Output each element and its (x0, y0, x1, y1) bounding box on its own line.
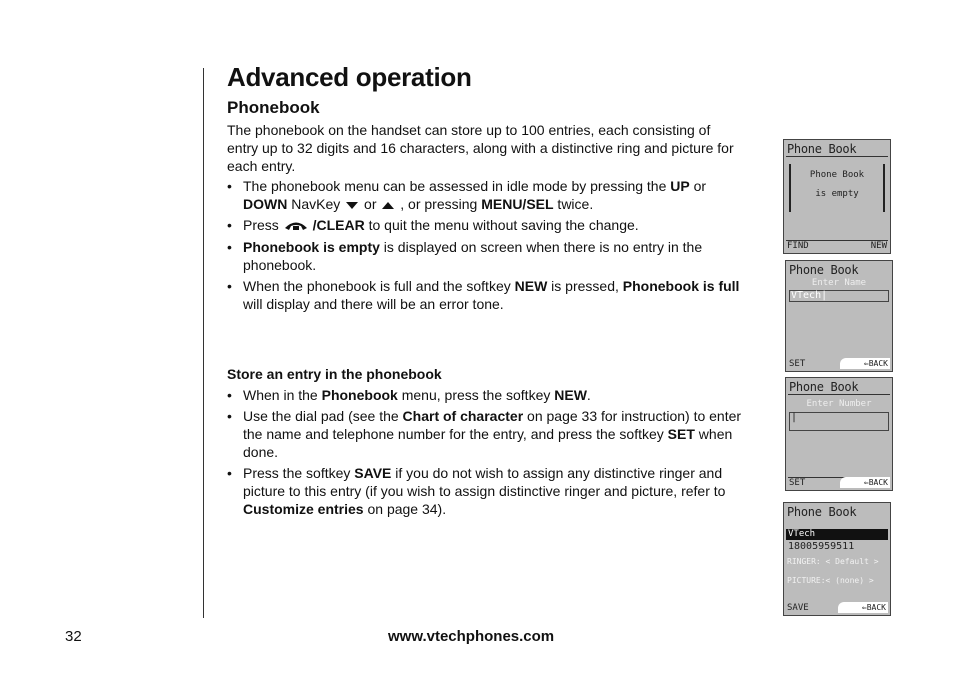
lcd-header-line (788, 394, 890, 395)
bullet-press-save: • Press the softkey SAVE if you do not wish to assign any distinctive ringer and picture to this entry (if you wish to assign distinctive ringer and picture, refer to Customize entries on page 34). (227, 464, 743, 518)
back-arrow-icon: ⇐ (861, 603, 867, 612)
softkey-save: SAVE (787, 603, 809, 613)
lcd-screen-enter-name (785, 260, 893, 372)
bullet-enter-name-number: • Use the dial pad (see the Chart of character on page 33 for instruction) to enter the name and telephone number for the entry, and press the softkey SET when done. (227, 407, 743, 461)
page-number: 32 (65, 628, 82, 645)
lcd-label-enter-number: Enter Number (806, 399, 872, 409)
bullet-phonebook-full: • When the phonebook is full and the softkey NEW is pressed, Phonebook is full will display and there will be an error tone. (227, 277, 743, 313)
bullet-phonebook-empty: • Phonebook is empty is displayed on screen when there is no entry in the phonebook. (227, 238, 743, 274)
message-line-2: is empty (815, 189, 859, 199)
softkey-back: ⇐BACK (838, 602, 888, 613)
back-arrow-icon: ⇐ (863, 359, 869, 368)
softkey-set: SET (789, 478, 806, 488)
lcd-header: Phone Book (787, 505, 857, 519)
arrow-up-icon (382, 202, 394, 209)
vertical-divider (203, 68, 204, 618)
store-entry-bullets (227, 386, 743, 521)
message-box (789, 164, 885, 212)
phonebook-bullets (227, 177, 743, 316)
phone-hangup-icon (283, 217, 309, 235)
bullet-access-menu: • The phonebook menu can be assessed in idle mode by pressing the UP or DOWN NavKey or , or pressing MENU/SEL twice. (227, 177, 743, 213)
message-line-1: Phone Book (809, 170, 865, 180)
bullet-quit-menu: • Press /CLEAR to quit the menu without saving the change. (227, 216, 743, 235)
ringer-setting: RINGER: < Default > (787, 557, 879, 566)
page-title: Advanced operation (227, 62, 472, 92)
softkey-new: NEW (870, 241, 887, 251)
softkey-back: ⇐BACK (840, 477, 890, 488)
softkey-find: FIND (787, 241, 809, 251)
footer-url: www.vtechphones.com (388, 628, 555, 645)
bullet-press-new: • When in the Phonebook menu, press the softkey NEW. (227, 386, 743, 404)
softkey-set: SET (789, 359, 806, 369)
back-arrow-icon: ⇐ (863, 478, 869, 487)
picture-setting: PICTURE:< (none) > (787, 576, 874, 585)
arrow-down-icon (346, 202, 358, 209)
lcd-screen-entry-details (783, 502, 891, 616)
softkey-back: ⇐BACK (840, 358, 890, 369)
lcd-screen-phonebook-empty (783, 139, 891, 254)
lcd-screen-enter-number (785, 377, 893, 491)
section-title-phonebook: Phonebook (227, 98, 320, 117)
lcd-label-enter-name: Enter Name (811, 278, 867, 288)
entry-name-highlight: VTech (786, 529, 888, 540)
section-title-store-entry: Store an entry in the phonebook (227, 366, 442, 382)
intro-paragraph: The phonebook on the handset can store up to 100 entries, each consisting of entry up to 32 digits and 16 characters, along with a distinctive ring and picture for each entry. (227, 122, 734, 174)
number-input-field: | (789, 412, 889, 431)
lcd-header: Phone Book (789, 263, 859, 277)
name-input-field: VTech| (789, 290, 889, 302)
lcd-header: Phone Book (787, 142, 857, 156)
entry-number: 18005959511 (788, 541, 855, 552)
lcd-header: Phone Book (789, 380, 859, 394)
lcd-header-line (786, 156, 888, 157)
